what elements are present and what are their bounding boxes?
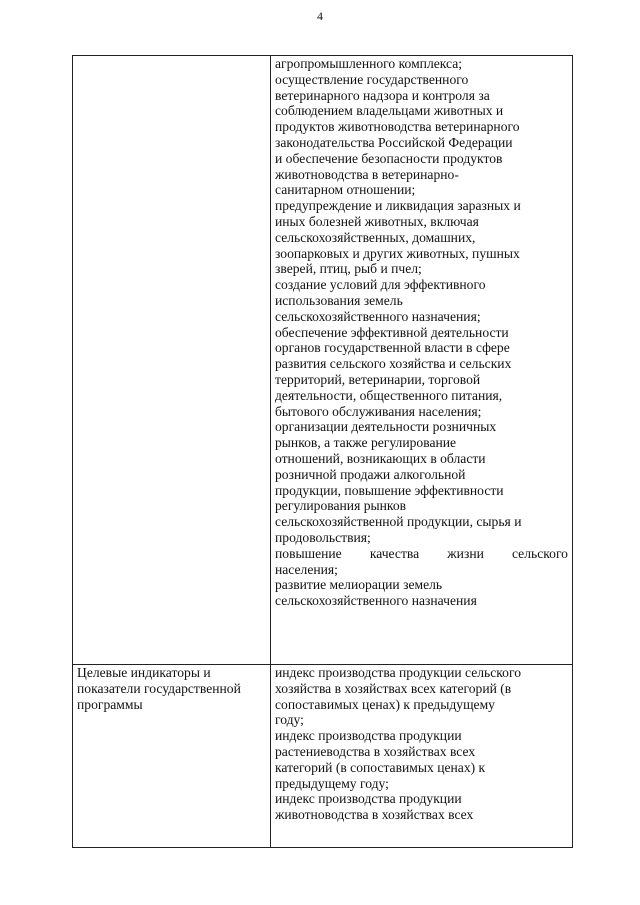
content-line: растениеводства в хозяйствах всех bbox=[275, 743, 476, 759]
content-line: санитарном отношении; bbox=[275, 182, 416, 198]
content-line: продовольствия; bbox=[275, 529, 371, 545]
page-number: 4 bbox=[317, 9, 323, 23]
table-row bbox=[73, 665, 573, 848]
row-content-cell bbox=[271, 56, 573, 665]
content-line: осуществление государственного bbox=[275, 71, 469, 87]
content-line: продуктов животноводства ветеринарного bbox=[275, 119, 520, 135]
justified-content-line bbox=[275, 546, 568, 562]
content-word: жизни bbox=[447, 545, 484, 561]
content-line: регулирования рынков bbox=[275, 498, 407, 514]
content-line: индекс производства продукции bbox=[275, 791, 462, 807]
content-line: населения; bbox=[275, 561, 338, 577]
content-line: животноводства в хозяйствах всех bbox=[275, 807, 474, 823]
table-row bbox=[73, 56, 573, 665]
content-line: животноводства в ветеринарно- bbox=[275, 166, 459, 182]
content-word: сельского bbox=[511, 545, 568, 561]
content-line: соблюдением владельцами животных и bbox=[275, 103, 504, 119]
content-line: обеспечение эффективной деятельности bbox=[275, 324, 509, 340]
content-line: зверей, птиц, рыб и пчел; bbox=[275, 261, 422, 277]
content-line: предыдущему году; bbox=[275, 775, 389, 791]
content-line: сельскохозяйственного назначения bbox=[275, 593, 477, 609]
row-label-line: Целевые индикаторы и bbox=[77, 665, 211, 680]
content-line: бытового обслуживания населения; bbox=[275, 403, 482, 419]
content-line: развитие мелиорации земель bbox=[275, 577, 443, 593]
content-line: органов государственной власти в сфере bbox=[275, 340, 510, 356]
content-line: ветеринарного надзора и контроля за bbox=[275, 87, 490, 103]
content-line: отношений, возникающих в области bbox=[275, 450, 486, 466]
content-line: зоопарковых и других животных, пушных bbox=[275, 245, 520, 261]
content-line: и обеспечение безопасности продуктов bbox=[275, 150, 503, 166]
content-word: качества bbox=[369, 545, 420, 561]
content-line: индекс производства продукции сельского bbox=[275, 665, 522, 680]
content-line: развития сельского хозяйства и сельских bbox=[275, 356, 512, 372]
content-line: сельскохозяйственного назначения; bbox=[275, 308, 481, 324]
content-line: рынков, а также регулирование bbox=[275, 435, 457, 451]
content-line: розничной продажи алкогольной bbox=[275, 466, 466, 482]
row-label-cell bbox=[73, 665, 271, 848]
row-label-line: программы bbox=[77, 696, 143, 712]
row-label-line: показатели государственной bbox=[77, 680, 241, 696]
row-content-cell bbox=[271, 665, 573, 848]
content-line: году; bbox=[275, 712, 304, 728]
row-label-cell bbox=[73, 56, 271, 665]
content-line: деятельности, общественного питания, bbox=[275, 387, 503, 403]
content-line: законодательства Российской Федерации bbox=[275, 134, 513, 150]
content-line: использования земель bbox=[275, 292, 403, 308]
content-line: индекс производства продукции bbox=[275, 728, 462, 744]
content-line: продукции, повышение эффективности bbox=[275, 482, 504, 498]
content-line: сельскохозяйственных, домашних, bbox=[275, 229, 476, 245]
content-line: сопоставимых ценах) к предыдущему bbox=[275, 696, 495, 712]
program-passport-table bbox=[72, 55, 573, 848]
content-line: организации деятельности розничных bbox=[275, 419, 497, 435]
content-line: категорий (в сопоставимых ценах) к bbox=[275, 759, 486, 775]
content-line: агропромышленного комплекса; bbox=[275, 56, 463, 71]
content-line: хозяйства в хозяйствах всех категорий (в bbox=[275, 680, 512, 696]
content-line: предупреждение и ликвидация заразных и bbox=[275, 198, 521, 214]
content-word: повышение bbox=[275, 545, 342, 561]
content-line: территорий, ветеринарии, торговой bbox=[275, 371, 481, 387]
content-line: иных болезней животных, включая bbox=[275, 213, 479, 229]
content-line: сельскохозяйственной продукции, сырья и bbox=[275, 514, 522, 530]
content-line: создание условий для эффективного bbox=[275, 277, 486, 293]
